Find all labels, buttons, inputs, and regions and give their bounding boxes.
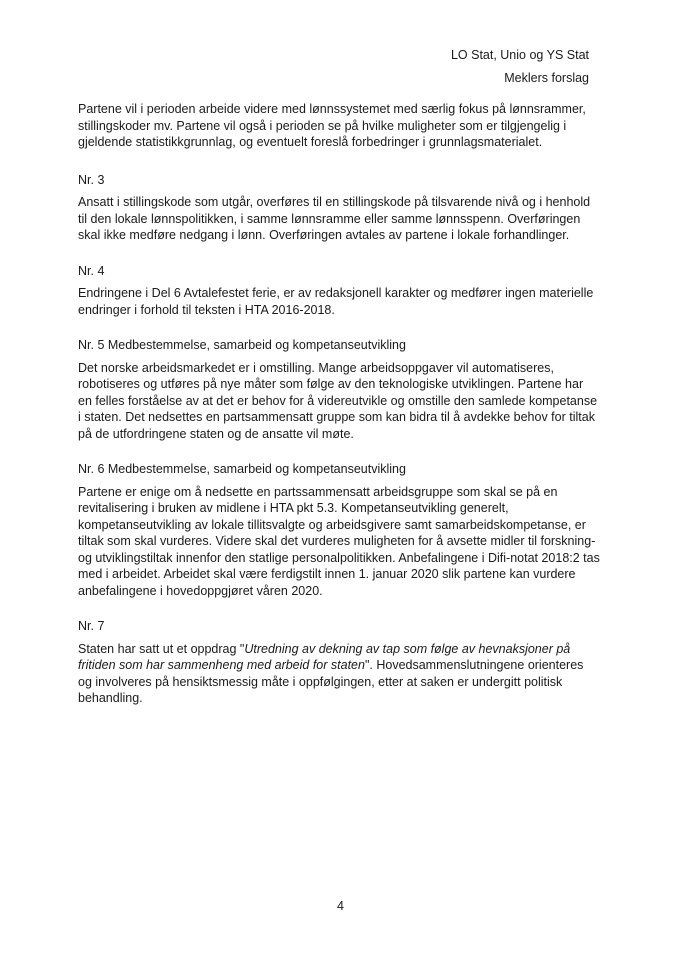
section-title: Nr. 6 Medbestemmelse, samarbeid og kompetanseutvikling (78, 462, 406, 476)
page-number: 4 (337, 899, 344, 913)
nr7-text-before: Staten har satt ut et oppdrag " (78, 641, 245, 656)
section-nr3 (78, 172, 600, 244)
section-body (78, 641, 600, 707)
document-body (78, 101, 600, 726)
nr7-text-after: ". Hovedsammenslutningene orienteres og involveres på hensiktsmessig måte i oppfølgingen, etter at saken er undergitt politisk behandling. (78, 658, 584, 705)
section-nr7 (78, 618, 600, 707)
section-body: Endringene i Del 6 Avtalefestet ferie, er av redaksjonell karakter og medfører ingen materielle endringer i forhold til teksten i HTA 2016-2018. (78, 286, 594, 317)
nr7-assignment-title: Utredning av dekning av tap som følge av hevnaksjoner på fritiden som har sammenheng med arbeid for staten (78, 641, 571, 672)
section-title: Nr. 5 Medbestemmelse, samarbeid og kompetanseutvikling (78, 338, 406, 352)
page-header (451, 44, 589, 90)
section-body: Ansatt i stillingskode som utgår, overføres til en stillingskode på tilsvarende nivå og i henhold til den lokale lønnspolitikken, i samme lønnsramme eller samme lønnsspenn. Overføringen skal ikke medføre nedgang i lønn. Overføringen avtales av partene i lokale forhandlinger. (78, 195, 591, 242)
header-subtitle: Meklers forslag (504, 71, 589, 85)
section-body: Partene er enige om å nedsette en partssammensatt arbeidsgruppe som skal se på en revitalisering i bruken av midlene i HTA pkt 5.3. Kompetanseutvikling generelt, kompetanseutvikling av lokale tillitsvalgte og arbeidsgivere samt samarbeidskompetanse, er tiltak som skal vurderes. Videre skal det vurderes muligheten for å avsette midler til forskning- og utviklingstiltak innenfor den statlige personalpolitikken. Anbefalingene i Difi-notat 2018:2 tas med i arbeidet. Arbeidet skal være ferdigstilt innen 1. januar 2020 slik partene kan vurdere anbefalingene i hovedoppgjøret våren 2020. (78, 484, 600, 598)
section-nr5 (78, 337, 600, 442)
section-nr6 (78, 461, 600, 599)
intro-paragraph: Partene vil i perioden arbeide videre med lønnssystemet med særlig fokus på lønnsrammer, stillingskoder mv. Partene vil også i perioden se på hvilke muligheter som er tilgjengelig i gjeldende statistikkgrunnlag, og eventuelt foreslå forbedringer i grunnlagsmaterialet. (78, 102, 586, 149)
section-title: Nr. 4 (78, 263, 105, 278)
section-title: Nr. 7 (78, 619, 105, 633)
section-nr4 (78, 263, 600, 319)
section-body: Det norske arbeidsmarkedet er i omstilling. Mange arbeidsoppgaver vil automatiseres, robotiseres og utføres på nye måter som følge av den teknologiske utviklingen. Partene har en felles forståelse av at det er behov for å videreutvikle og omstille den samlede kompetanse i staten. Det nedsettes en partsammensatt gruppe som kan bidra til å avdekke behov for tiltak på de utfordringene staten og de ansatte vil møte. (78, 360, 598, 441)
section-title: Nr. 3 (78, 172, 105, 187)
header-parties: LO Stat, Unio og YS Stat (450, 48, 589, 62)
